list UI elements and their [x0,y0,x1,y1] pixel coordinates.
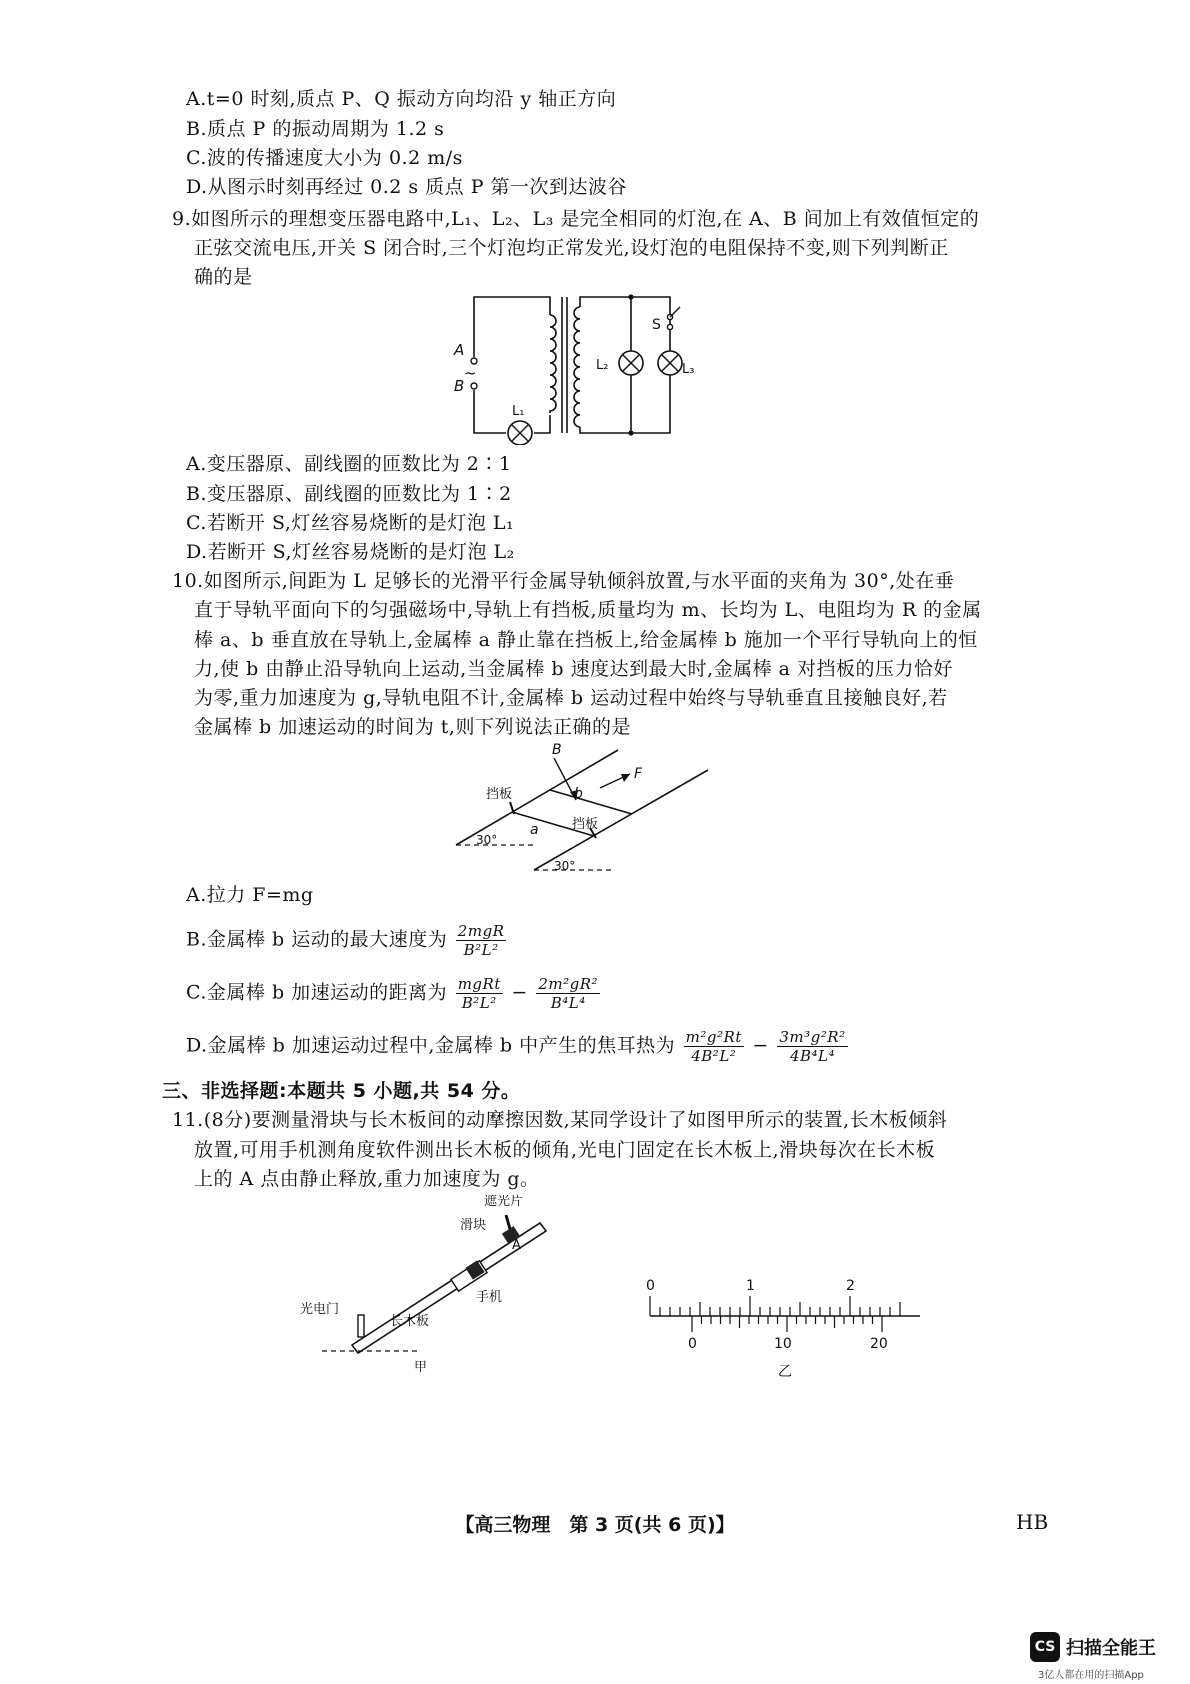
minus-sign: − [511,981,528,1004]
q10-stem-line5: 为零,重力加速度为 g,导轨电阻不计,金属棒 b 运动过程中始终与导轨垂直且接触良好,若 [194,687,948,709]
watermark-name: 扫描全能王 [1066,1638,1156,1659]
label-b: B [454,377,465,395]
minus-sign: − [752,1034,769,1057]
label-f: F [634,766,643,782]
label-board: 长木板 [390,1314,430,1329]
q10-inclined-rails-figure [450,740,720,880]
q9-option-b: B.变压器原、副线圈的匝数比为 1∶2 [186,483,512,505]
q10-option-a: A.拉力 F=mg [186,884,314,906]
q8-option-d: D.从图示时刻再经过 0.2 s 质点 P 第一次到达波谷 [186,176,628,198]
q8-option-c: C.波的传播速度大小为 0.2 m/s [186,147,463,169]
watermark-sub: 3亿人都在用的扫描App [1038,1670,1144,1681]
fraction-numerator: 2mgR [457,922,505,940]
caption-jia: 甲 [414,1360,428,1375]
label-vernier-10: 10 [774,1336,792,1352]
caption-yi: 乙 [778,1364,792,1380]
q10-stem-line4: 力,使 b 由静止沿导轨向上运动,当金属棒 b 速度达到最大时,金属棒 a 对挡板的压力恰好 [194,658,954,680]
label-main-0: 0 [646,1278,655,1294]
label-baffle-2: 挡板 [572,817,599,832]
fraction-numerator: 2m²gR² [538,975,599,993]
label-vernier-0: 0 [688,1336,697,1352]
section-3-heading: 三、非选择题:本题共 5 小题,共 54 分。 [162,1080,521,1102]
q9-transformer-circuit-figure [440,285,710,445]
scanner-watermark [1030,1632,1180,1682]
q10-stem-line2: 直于导轨平面向下的匀强磁场中,导轨上有挡板,质量均为 m、长均为 L、电阻均为 R 的金属 [194,599,982,621]
label-angle-1: 30° [476,833,498,847]
label-angle-2: 30° [554,859,576,873]
q9-stem-line2: 正弦交流电压,开关 S 闭合时,三个灯泡均正常发光,设灯泡的电阻保持不变,则下列判断正 [194,237,949,259]
q10-option-b-text: B.金属棒 b 运动的最大速度为 [186,928,448,951]
q10-option-b [186,922,508,959]
footer-code: HB [1016,1510,1049,1534]
q9-option-c: C.若断开 S,灯丝容易烧断的是灯泡 L₁ [186,512,515,534]
q11-vernier-caliper-figure [640,1250,930,1380]
q11-stem-line2: 放置,可用手机测角度软件测出长木板的倾角,光电门固定在长木板上,滑块每次在长木板 [194,1139,936,1161]
q9-option-a: A.变压器原、副线圈的匝数比为 2∶1 [186,453,512,475]
fraction-numerator: 3m³g²R² [779,1028,846,1046]
q9-stem-line1: 9.如图所示的理想变压器电路中,L₁、L₂、L₃ 是完全相同的灯泡,在 A、B 间加上有效值恒定的 [172,208,980,230]
label-main-2: 2 [846,1278,855,1294]
q10-stem-line1: 10.如图所示,间距为 L 足够长的光滑平行金属导轨倾斜放置,与水平面的夹角为 30°,处在垂 [172,570,955,592]
fraction-denominator: B²L² [463,941,499,959]
q10-option-c [186,975,602,1012]
q9-stem-line3: 确的是 [194,266,253,288]
label-l1: L₁ [512,404,525,419]
label-point-a: A [512,1238,521,1253]
fraction-denominator: 4B²L² [691,1047,737,1065]
label-b-field: B [552,742,562,758]
label-baffle-1: 挡板 [486,787,513,802]
label-tilde: ~ [464,364,477,382]
label-shade: 遮光片 [484,1195,524,1209]
q10-option-d [186,1028,850,1065]
fraction-numerator: mgRt [457,975,501,993]
fraction-denominator: B⁴L⁴ [550,994,586,1012]
q11-stem-line3: 上的 A 点由静止释放,重力加速度为 g。 [194,1168,540,1190]
q10-option-c-fraction-2 [536,975,600,1012]
label-photogate: 光电门 [300,1302,340,1317]
fraction-numerator: m²g²Rt [685,1028,742,1046]
q10-stem-line3: 棒 a、b 垂直放在导轨上,金属棒 a 静止靠在挡板上,给金属棒 b 施加一个平行导轨向上的恒 [194,629,978,651]
label-bar-a: a [530,822,539,838]
q10-option-b-fraction [456,922,507,959]
q10-option-c-text: C.金属棒 b 加速运动的距离为 [186,981,448,1004]
label-a: A [454,341,465,359]
q10-option-d-text: D.金属棒 b 加速运动过程中,金属棒 b 中产生的焦耳热为 [186,1034,676,1057]
fraction-denominator: 4B⁴L⁴ [789,1047,835,1065]
q10-option-c-fraction-1 [456,975,503,1012]
label-bar-b: b [574,786,583,802]
q10-stem-line6: 金属棒 b 加速运动的时间为 t,则下列说法正确的是 [194,716,631,738]
fraction-denominator: B²L² [461,994,497,1012]
label-s: S [652,317,661,333]
q8-option-a: A.t=0 时刻,质点 P、Q 振动方向均沿 y 轴正方向 [186,88,617,110]
q11-stem-line1: 11.(8分)要测量滑块与长木板间的动摩擦因数,某同学设计了如图甲所示的装置,长木板倾斜 [172,1109,948,1131]
q10-option-d-fraction-2 [777,1028,847,1065]
label-phone: 手机 [476,1290,503,1305]
q10-option-d-fraction-1 [684,1028,744,1065]
label-main-1: 1 [746,1278,755,1294]
cs-logo-icon: CS [1030,1632,1060,1662]
page-footer: 【高三物理 第 3 页(共 6 页)】 [455,1514,735,1536]
q11-incline-apparatus-figure [300,1195,590,1375]
label-l3: L₃ [682,362,695,377]
label-vernier-20: 20 [870,1336,888,1352]
q9-option-d: D.若断开 S,灯丝容易烧断的是灯泡 L₂ [186,541,515,563]
label-l2: L₂ [596,358,609,373]
label-slider: 滑块 [460,1218,487,1233]
q8-option-b: B.质点 P 的振动周期为 1.2 s [186,118,445,140]
